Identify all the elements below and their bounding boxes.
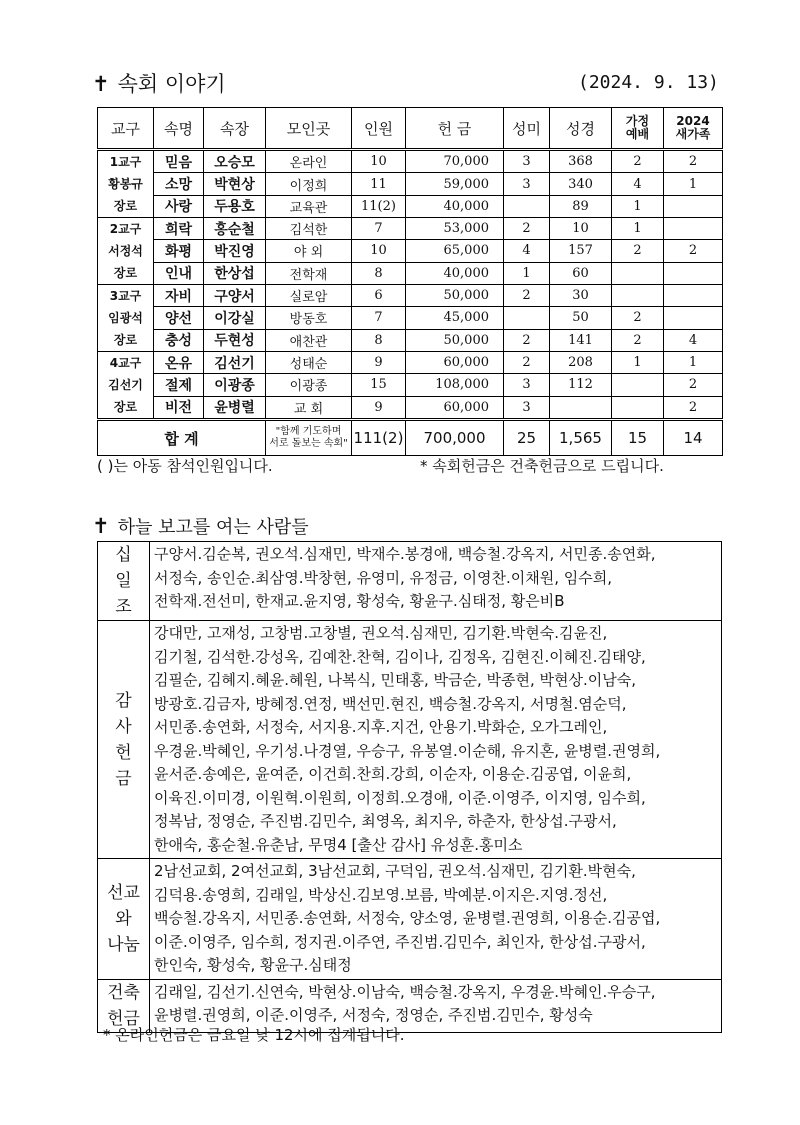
- cell-leader: 오승모: [204, 150, 266, 173]
- cell-leader: 한상섭: [204, 262, 266, 284]
- total-label: 합 계: [98, 420, 266, 456]
- cell-offering: 108,000: [406, 374, 504, 396]
- donor-line: 김덕용.송영희, 김래일, 박상신.김보영.보름, 박예분.이지은.지영.정선,: [154, 885, 608, 904]
- cell-name: 믿음: [154, 150, 204, 173]
- section-title-2: [92, 513, 309, 539]
- donor-line: 우경윤.박혜인, 우기성.나경열, 우승구, 유봉열.이순해, 유지혼, 윤병렬.권영희,: [154, 741, 661, 760]
- cell-leader: 홍순철: [204, 218, 266, 240]
- cell-place: 야 외: [266, 240, 352, 262]
- table-row: [98, 218, 723, 240]
- cell-name: 희락: [154, 218, 204, 240]
- cell-name: 사랑: [154, 195, 204, 217]
- district-cell: 2교구 서정석 장로: [98, 218, 154, 285]
- cell-count: 7: [352, 307, 406, 329]
- total-newfam: 14: [664, 420, 723, 456]
- donor-line: 윤병렬.권영희, 이준.이영주, 서정숙, 정영순, 주진범.김민수, 황성숙: [154, 1006, 593, 1024]
- cell-offering: 40,000: [406, 195, 504, 217]
- column-header: 가정 예배: [612, 108, 664, 150]
- cell-count: 10: [352, 150, 406, 173]
- district-cell: 3교구 임광석 장로: [98, 285, 154, 352]
- cell-name: 온유: [154, 352, 204, 374]
- cell-rice: [504, 195, 550, 217]
- offering-row: [98, 542, 722, 621]
- total-row: [98, 420, 723, 456]
- column-header: 교구: [98, 108, 154, 150]
- cell-place: 방동호: [266, 307, 352, 329]
- table-row: [98, 285, 723, 307]
- cell-name: 인내: [154, 262, 204, 284]
- donor-line: 서민종.송연화, 서정숙, 서지용.지후.지건, 안용기.박화순, 오가그레인,: [154, 718, 608, 736]
- offering-list-table: [97, 541, 722, 1033]
- donor-line: 전학재.전선미, 한재교.윤지영, 황성숙, 황윤구.심태정, 황은비B: [154, 592, 565, 610]
- column-header: 속장: [204, 108, 266, 150]
- cell-rice: 1: [504, 262, 550, 284]
- donor-list: [150, 542, 722, 621]
- cell-bible: 157: [550, 240, 612, 262]
- donor-list: [150, 859, 722, 980]
- cell-rice: 4: [504, 240, 550, 262]
- motto-cell: "함께 기도하며 서로 돌보는 속회": [266, 420, 352, 456]
- cell-rice: 3: [504, 150, 550, 173]
- cell-newfam: 1: [664, 173, 723, 195]
- cell-place: 교 회: [266, 396, 352, 419]
- offering-row: [98, 621, 722, 859]
- cell-leader: 박현상: [204, 173, 266, 195]
- donor-line: 서정숙, 송인순.최삼영.박창현, 유영미, 유정금, 이영찬.이채원, 임수희,: [154, 568, 612, 587]
- cell-offering: 60,000: [406, 352, 504, 374]
- cell-name: 절제: [154, 374, 204, 396]
- donor-line: 김래일, 김선기.신연숙, 박현상.이남숙, 백승철.강옥지, 우경윤.박혜인.우승구,: [154, 982, 656, 1001]
- cell-leader: 두현성: [204, 329, 266, 351]
- cell-newfam: 2: [664, 374, 723, 396]
- cell-newfam: 1: [664, 352, 723, 374]
- cell-count: 11(2): [352, 195, 406, 217]
- donor-line: 2남선교회, 2여선교회, 3남선교회, 구덕임, 권오석.심재민, 김기환.박현숙,: [154, 862, 636, 880]
- cell-rice: 2: [504, 329, 550, 351]
- cell-worship: 1: [612, 195, 664, 217]
- cell-offering: 40,000: [406, 262, 504, 284]
- table-row: [98, 173, 723, 195]
- cross-icon: ✝: [92, 72, 110, 96]
- cell-worship: 2: [612, 307, 664, 329]
- donor-line: 백승철.강옥지, 서민종.송연화, 서정숙, 양소영, 윤병렬.권영희, 이용순.김공엽,: [154, 909, 661, 927]
- cell-worship: 1: [612, 352, 664, 374]
- cell-bible: [550, 396, 612, 419]
- cell-count: 10: [352, 240, 406, 262]
- donor-line: 이준.이영주, 임수희, 정지권.이주연, 주진범.김민수, 최인자, 한상섭.구광서,: [154, 932, 646, 951]
- cell-count: 9: [352, 352, 406, 374]
- cell-worship: [612, 374, 664, 396]
- cell-count: 8: [352, 262, 406, 284]
- table-row: [98, 307, 723, 329]
- cell-leader: 이강실: [204, 307, 266, 329]
- total-count: 111(2): [352, 420, 406, 456]
- table-row: [98, 150, 723, 173]
- child-count-note: ( )는 아동 참석인원입니다.: [97, 457, 273, 475]
- cell-count: 11: [352, 173, 406, 195]
- district-cell: 4교구 김선기 장로: [98, 352, 154, 420]
- cell-newfam: 4: [664, 329, 723, 351]
- cell-worship: 4: [612, 173, 664, 195]
- cell-offering: 50,000: [406, 285, 504, 307]
- cell-group-table: [97, 107, 723, 456]
- cell-leader: 두용호: [204, 195, 266, 217]
- cell-count: 9: [352, 396, 406, 419]
- donor-line: 이육진.이미경, 이원혁.이원희, 이정희.오경애, 이준.이영주, 이지영, 임수희,: [154, 788, 646, 807]
- cross-icon: ✝: [92, 514, 110, 538]
- online-offering-footnote: * 온라인헌금은 금요일 낮 12시에 집계됩니다.: [103, 1026, 405, 1044]
- cell-rice: [504, 307, 550, 329]
- cell-name: 소망: [154, 173, 204, 195]
- cell-name: 화평: [154, 240, 204, 262]
- total-rice: 25: [504, 420, 550, 456]
- table-row: [98, 262, 723, 284]
- cell-name: 양선: [154, 307, 204, 329]
- cell-rice: 2: [504, 218, 550, 240]
- cell-newfam: 2: [664, 150, 723, 173]
- cell-count: 15: [352, 374, 406, 396]
- cell-leader: 구양서: [204, 285, 266, 307]
- district-cell: 1교구 황봉규 장로: [98, 150, 154, 218]
- cell-offering: 45,000: [406, 307, 504, 329]
- cell-worship: 2: [612, 240, 664, 262]
- report-date: (2024. 9. 13): [578, 72, 719, 93]
- cell-worship: 2: [612, 329, 664, 351]
- cell-worship: 1: [612, 218, 664, 240]
- cell-place: 온라인: [266, 150, 352, 173]
- table-row: [98, 240, 723, 262]
- table-row: [98, 352, 723, 374]
- cell-leader: 김선기: [204, 352, 266, 374]
- offering-row: [98, 859, 722, 980]
- cell-place: 교육관: [266, 195, 352, 217]
- cell-rice: 2: [504, 285, 550, 307]
- cell-worship: [612, 285, 664, 307]
- cell-offering: 70,000: [406, 150, 504, 173]
- cell-place: 애찬관: [266, 329, 352, 351]
- offering-category: 감 사 헌 금: [98, 621, 150, 859]
- cell-leader: 윤병렬: [204, 396, 266, 419]
- cell-newfam: 2: [664, 240, 723, 262]
- cell-bible: 50: [550, 307, 612, 329]
- cell-newfam: [664, 218, 723, 240]
- offering-category: 십 일 조: [98, 542, 150, 621]
- offering-category: 선교 와 나눔: [98, 859, 150, 980]
- cell-bible: 208: [550, 352, 612, 374]
- donor-line: 윤서준.송예은, 윤여준, 이건희.찬희.강희, 이순자, 이용순.김공엽, 이윤희,: [154, 765, 632, 783]
- table-row: [98, 396, 723, 419]
- page-title: 속회 이야기: [117, 72, 226, 96]
- section-heading: 하늘 보고를 여는 사람들: [117, 517, 309, 538]
- cell-newfam: [664, 285, 723, 307]
- column-header: 모인곳: [266, 108, 352, 150]
- cell-rice: 3: [504, 173, 550, 195]
- cell-offering: 53,000: [406, 218, 504, 240]
- total-offering: 700,000: [406, 420, 504, 456]
- donor-list: [150, 621, 722, 859]
- section-title-1: [92, 68, 226, 98]
- cell-bible: 112: [550, 374, 612, 396]
- column-header: 성미: [504, 108, 550, 150]
- cell-bible: 89: [550, 195, 612, 217]
- cell-name: 자비: [154, 285, 204, 307]
- cell-bible: 141: [550, 329, 612, 351]
- total-worship: 15: [612, 420, 664, 456]
- cell-offering: 59,000: [406, 173, 504, 195]
- donor-line: 정복남, 정영순, 주진범.김민수, 최영옥, 최지우, 하춘자, 한상섭.구광서,: [154, 812, 617, 830]
- cell-bible: 30: [550, 285, 612, 307]
- cell-place: 김석한: [266, 218, 352, 240]
- cell-newfam: [664, 262, 723, 284]
- donor-line: 한애숙, 홍순철.유춘남, 무명4 [출산 감사] 유성훈.홍미소: [154, 835, 523, 854]
- cell-rice: 3: [504, 396, 550, 419]
- cell-place: 이정희: [266, 173, 352, 195]
- table-header: [98, 108, 723, 150]
- column-header: 성경: [550, 108, 612, 150]
- cell-offering: 50,000: [406, 329, 504, 351]
- cell-count: 7: [352, 218, 406, 240]
- cell-bible: 340: [550, 173, 612, 195]
- cell-place: 전학재: [266, 262, 352, 284]
- cell-name: 비전: [154, 396, 204, 419]
- cell-worship: [612, 262, 664, 284]
- cell-bible: 10: [550, 218, 612, 240]
- cell-place: 성태순: [266, 352, 352, 374]
- donor-line: 구양서.김순복, 권오석.심재민, 박재수.봉경애, 백승철.강옥지, 서민종.송연화,: [154, 545, 656, 563]
- total-bible: 1,565: [550, 420, 612, 456]
- cell-rice: 3: [504, 374, 550, 396]
- cell-place: 실로암: [266, 285, 352, 307]
- cell-offering: 65,000: [406, 240, 504, 262]
- table-row: [98, 195, 723, 217]
- column-header: 속명: [154, 108, 204, 150]
- offering-note: * 속회헌금은 건축헌금으로 드립니다.: [420, 457, 664, 475]
- donor-line: 방광호.김금자, 방혜정.연정, 백선민.현진, 백승철.강옥지, 서명철.염순덕,: [154, 694, 627, 713]
- donor-line: 김기철, 김석한.강성옥, 김예찬.찬혁, 김이나, 김정옥, 김현진.이혜진.김태양,: [154, 647, 646, 666]
- table-row: [98, 329, 723, 351]
- cell-place: 이광종: [266, 374, 352, 396]
- cell-bible: 368: [550, 150, 612, 173]
- cell-newfam: 2: [664, 396, 723, 419]
- cell-count: 6: [352, 285, 406, 307]
- donor-line: 김필순, 김혜지.혜윤.혜원, 나복식, 민태홍, 박금순, 박종현, 박현상.이남숙,: [154, 671, 637, 689]
- cell-count: 8: [352, 329, 406, 351]
- cell-newfam: [664, 307, 723, 329]
- donor-line: 강대만, 고재성, 고창범.고창별, 권오석.심재민, 김기환.박현숙.김윤진,: [154, 624, 608, 642]
- cell-worship: [612, 396, 664, 419]
- cell-name: 충성: [154, 329, 204, 351]
- column-header: 헌 금: [406, 108, 504, 150]
- cell-offering: 60,000: [406, 396, 504, 419]
- column-header: 인원: [352, 108, 406, 150]
- cell-newfam: [664, 195, 723, 217]
- offering-category: 건축 헌금: [98, 979, 150, 1032]
- cell-bible: 60: [550, 262, 612, 284]
- column-header: 2024 새가족: [664, 108, 723, 150]
- cell-rice: 2: [504, 352, 550, 374]
- donor-line: 한인숙, 황성숙, 황윤구.심태정: [154, 956, 352, 974]
- cell-leader: 박진영: [204, 240, 266, 262]
- cell-worship: 2: [612, 150, 664, 173]
- cell-leader: 이광종: [204, 374, 266, 396]
- table-row: [98, 374, 723, 396]
